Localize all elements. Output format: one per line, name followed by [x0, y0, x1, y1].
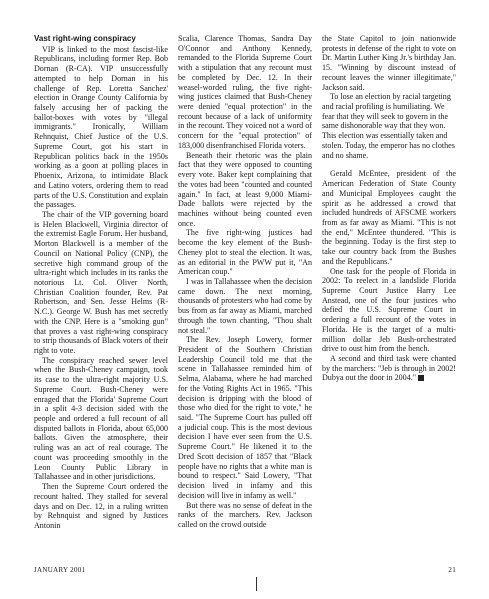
paragraph: The five right-wing justices had become the key element of the Bush-Cheney plot to steal the election. It was, as an editorial in the PWW put it, "An American coup.": [178, 228, 312, 277]
column-3: [322, 34, 456, 383]
scan-mark: [256, 577, 257, 591]
paragraph: [322, 354, 456, 383]
paragraph: Scalia, Clarence Thomas, Sandra Day O'Connor and Anthony Kennedy, remanded to the Florida Supreme Court with a stipulation that any recount must be completed by Dec. 12. In their weasel-worded ruling, the five right-wing justices claimed that Bush-Cheney were denied "equal protection" in the recount because of a lack of uniformity in the recount. They voiced not a word of concern for the "equal protection" of 183,000 disenfranchised Florida voters.: [178, 34, 312, 150]
paragraph: But there was no sense of defeat in the ranks of the marchers. Rev. Jackson called on the crowd outside: [178, 500, 312, 529]
page-number: 21: [448, 566, 456, 574]
paragraph: the State Capitol to join nationwide protests in defense of the right to vote on Dr. Martin Luther King Jr.'s birthday Jan. 15. "Winning by discount instead of recount leaves the winner illegitimate," Jackson said.: [322, 34, 456, 92]
paragraph: The Rev. Joseph Lowery, former President of the Southern Christian Leadership Council told me that the scene in Tallahassee reminded him of Selma, Alabama, where he had marched for the Voting Rights Act in 1965. "This decision is dripping with the blood of those who died for the right to vote," he said. "The Supreme Court has pulled off a judicial coup. This is the most devious decision I have ever seen from the U.S. Supreme Court." He likened it to the Dred Scott decision of 1857 that "Black people have no rights that a white man is bound to respect." Said Lowery, "That decision lived in infamy and this decision will live in infamy as well.": [178, 335, 312, 500]
end-mark-icon: [418, 375, 424, 381]
paragraph: Then the Supreme Court ordered the recount halted. They stalled for several days and on Dec. 12, in a ruling written by Rehnquist and signed by Justices Antonin: [34, 482, 168, 530]
footer-date: JANUARY 2001: [34, 566, 86, 574]
column-1: [34, 34, 168, 531]
paragraph: I was in Tallahassee when the decision came down. The next morning, thousands of protesters who had come by bus from as far away as Miami, marched through the town chanting, "Thou shalt not steal.": [178, 276, 312, 335]
paragraph: Gerald McEntee, president of the American Federation of State County and Municipal Employees caught the spirit as he addressed a crowd that included hundreds of AFSCME workers from as far away as Miami. "This is not the end," McEntee thundered. "This is the beginning. Today is the first step to take our country back from the Bushes and the Republicans.": [322, 169, 456, 266]
paragraph: The chair of the VIP governing board is Helen Blackwell, Virginia director of the extremist Eagle Forum. Her husband, Morton Blackwell is a member of the Council on National Policy (CNP), the secretive high command group of the ultra-right which includes in its ranks the notorious Lt. Col. Oliver North, Christian Coalition founder, Rev. Pat Robertson, and Sen. Jesse Helms (R-N.C.). George W. Bush has met secretly with the CNP. Here is a "smoking gun" that proves a vast right-wing conspiracy to strip thousands of Black voters of their right to vote.: [34, 209, 168, 355]
closing-paragraph-text: A second and third task were chanted by the marchers: "Jeb is through in 2002! Dubya out the door in 2004.": [322, 354, 456, 383]
section-heading: Vast right-wing conspiracy: [34, 34, 136, 43]
paragraph: VIP is linked to the most fascist-like Republicans, including former Rep. Bob Dornan (R-CA). VIP unsuccessfully attempted to help Dornan in his challenge of Rep. Loretta Sanchez' election in Orange County California by falsely accusing her of packing the ballot-boxes with votes by "illegal immigrants." Ironically, William Rehnquist, Chief Justice of the U.S. Supreme Court, got his start in Republican politics back in the 1950s working as a goon at polling places in Phoenix, Arizona, to intimidate Black and Latino voters, ordering them to read parts of the U.S. Constitution and explain the passages.: [34, 44, 168, 210]
quote-block: To lose an election by racial targeting and racial profiling is humiliating. We fear that they will seek to govern in the same dishonorable way that they won. This election was essentially taken and stolen. Today, the emperor has no clothes and no shame.: [322, 92, 455, 160]
paragraph: Beneath their rhetoric was the plain fact that they were opposed to counting every vote. Baker kept complaining that the votes had been "counted and counted again." In fact, at least 9,000 Miami-Dade ballots were rejected by the machines without being counted even once.: [178, 150, 312, 228]
column-2: [178, 34, 312, 530]
paragraph: The conspiracy reached sewer level when the Bush-Cheney campaign, took its case to the ultra-right majority U.S. Supreme Court. Bush-Cheney were enraged that the Florida' Supreme Court in a split 4-3 decision sided with the people and ordered a full recount of all disputed ballots in Florida, about 65,000 ballots. Given the atmosphere, their ruling was an act of real courage. The count was proceeding smoothly in the Leon County Public Library in Tallahassee and in other jurisdictions.: [34, 355, 168, 482]
paragraph: One task for the people of Florida in 2002: To reelect in a landslide Florida Supreme Court Justice Harry Lee Anstead, one of the four justices who defied the U.S. Supreme Court in ordering a full recount of the votes in Florida. He is the target of a multi-million dollar Jeb Bush-orchestrated drive to oust him from the bench.: [322, 266, 456, 354]
